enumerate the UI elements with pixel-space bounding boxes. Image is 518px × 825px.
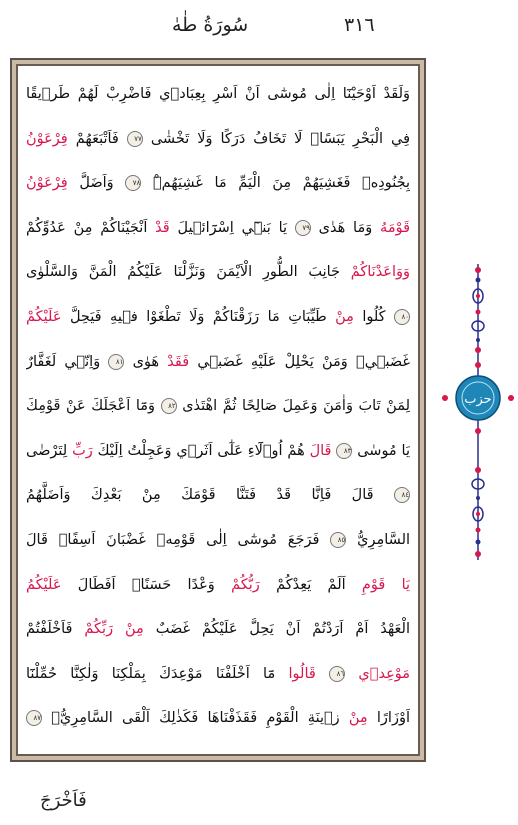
verse-text: فَرَجَعَ مُوسٰٓى اِلٰى قَوْمِه۪ غَضْبَانَ اَسِفًاۚ قَالَ [26,532,320,548]
text-line [26,700,410,737]
verse-text: فَاَخْلَفْتُمْ [26,621,73,638]
red-word: فِرْعَوْنُ [26,175,68,192]
verse-end-marker: ٨٢ [161,398,177,414]
catchword: فَاَخْرَجَ [40,790,87,811]
verse-text: هَوٰى [132,353,160,370]
verse-end-marker: ٨٧ [26,710,42,726]
verse-text: قَالَ فَاِنَّا قَدْ فَتَنَّا قَوْمَكَ مِنْ بَعْدِكَ وَاَضَلَّهُمُ [26,487,374,504]
verse-end-marker: ٧٨ [125,175,141,191]
text-line [26,121,410,158]
verse-text: هُمْ اُو۬لَٓاءِ عَلٰٓى اَثَر۪ي وَعَجِلْتُ اِلَيْكَ [97,442,305,459]
verse-text: كُلُوا [362,309,386,325]
text-line [26,522,410,559]
verse-end-marker: ٨٣ [336,443,352,459]
text-line [26,299,410,336]
verse-text: وَمَا هَدٰى [318,219,373,236]
surah-title: سُورَةُ طٰهٰ [172,14,249,36]
red-word: فِرْعَوْنُ [26,130,68,147]
text-line [26,165,410,202]
text-line [26,210,410,247]
text-line [26,388,410,425]
red-word: عَلَيْكُمْ [26,309,62,325]
verse-text: وَاِنّ۪ي لَغَفَّارٌ [26,353,101,370]
page-header [0,14,518,42]
verse-end-marker: ٨١ [108,354,124,370]
text-line [26,611,410,648]
verse-text: فِي الْبَحْرِ يَبَسًاۙ لَا تَخَافُ دَرَكًا وَلَا تَخْشٰى [150,130,410,147]
red-word: رَبِّ [72,442,93,459]
text-line [26,433,410,470]
verse-text: الْعَهْدُ اَمْ اَرَدْتُمْ اَنْ يَحِلَّ عَلَيْكُمْ غَضَبٌ [155,621,410,638]
verse-text: يَا مُوسٰى [357,442,410,459]
verse-text: فَاَتْبَعَهُمْ [75,130,119,147]
text-line [26,254,410,291]
red-word: فَقَدْ [167,353,190,370]
verse-text: وَاَضَلَّ [79,175,114,192]
verse-text: ز۪ينَةِ الْقَوْمِ فَقَذَفْنَاهَا فَكَذٰلِكَ اَلْقَى السَّامِرِيُّۙ [51,710,340,727]
verse-text: لِمَنْ تَابَ وَاٰمَنَ وَعَمِلَ صَالِحًا ثُمَّ اهْتَدٰى [182,398,410,415]
text-line [26,344,410,381]
text-line [26,477,410,514]
verse-end-marker: ٧٩ [295,220,311,236]
verse-text: مَٓا اَخْلَفْنَا مَوْعِدَكَ بِمَلْكِنَا وَلٰكِنَّا حُمِّلْنَٓا [26,665,276,682]
red-word: قَالُوا [288,665,316,682]
red-word: قَالَ [309,442,332,459]
verse-text: اَنْجَيْنَاكُمْ مِنْ عَدُوِّكُمْ [26,219,148,236]
verse-text: لِتَرْضٰى [26,442,68,459]
red-word: مِنْ رَبِّكُمْ [84,621,144,638]
verse-text: وَلَقَدْ اَوْحَيْنَٓا اِلٰى مُوسٰٓى اَنْ اَسْرِ بِعِبَاد۪ي فَاضْرِبْ لَهُمْ طَر۪يقًا [26,86,410,102]
verse-text: اَوْزَارًا [376,710,410,727]
text-line [26,567,410,604]
text-line [26,76,410,113]
verse-text: وَعْدًا حَسَنًاۜ اَفَطَالَ [77,576,215,593]
red-word: قَوْمَهُ [380,219,410,236]
verse-text: طَيِّبَاتِ مَا رَزَقْنَاكُمْ وَلَا تَطْغَوْا ف۪يهِ فَيَحِلَّ [69,309,327,325]
verse-text: بِجُنُودِه۪ فَغَشِيَهُمْ مِنَ الْيَمِّ مَا غَشِيَهُمْۜ [152,175,410,192]
red-word: قَدْ [155,219,170,236]
red-word: مَوْعِد۪ي [358,665,410,682]
verse-text: وَمَٓا اَعْجَلَكَ عَنْ قَوْمِكَ [26,398,156,415]
verse-end-marker: ٨٠ [394,309,410,325]
verse-text: السَّامِرِيُّ [357,532,410,548]
quran-text-block [26,76,410,748]
red-word: وَوَاعَدْنَاكُمْ [350,264,410,281]
red-word: مِنْ [348,710,368,727]
verse-text: غَضَب۪يۚ وَمَنْ يَحْلِلْ عَلَيْهِ غَضَب۪ي [197,353,410,370]
red-word: عَلَيْكُمُ [26,576,62,593]
verse-end-marker: ٨٦ [329,666,345,682]
verse-text: جَانِبَ الطُّورِ الْاَيْمَنَ وَنَزَّلْنَا عَلَيْكُمُ الْمَنَّ وَالسَّلْوٰى [26,264,340,281]
verse-end-marker: ٨٥ [330,532,346,548]
page-number: ٣١٦ [344,14,375,36]
verse-end-marker: ٧٧ [127,131,143,147]
verse-end-marker: ٨٤ [394,487,410,503]
red-word: رَبُّكُمْ [231,576,260,593]
medallion-text: حزب [464,392,492,407]
red-word: يَا قَوْمِ [361,576,410,593]
verse-text: يَا بَن۪ٓي اِسْرَٓائ۪يلَ [177,219,288,236]
red-word: مِنْ [335,309,354,325]
text-line [26,656,410,693]
hizb-medallion [440,360,516,436]
verse-text: اَلَمْ يَعِدْكُمْ [276,576,346,593]
